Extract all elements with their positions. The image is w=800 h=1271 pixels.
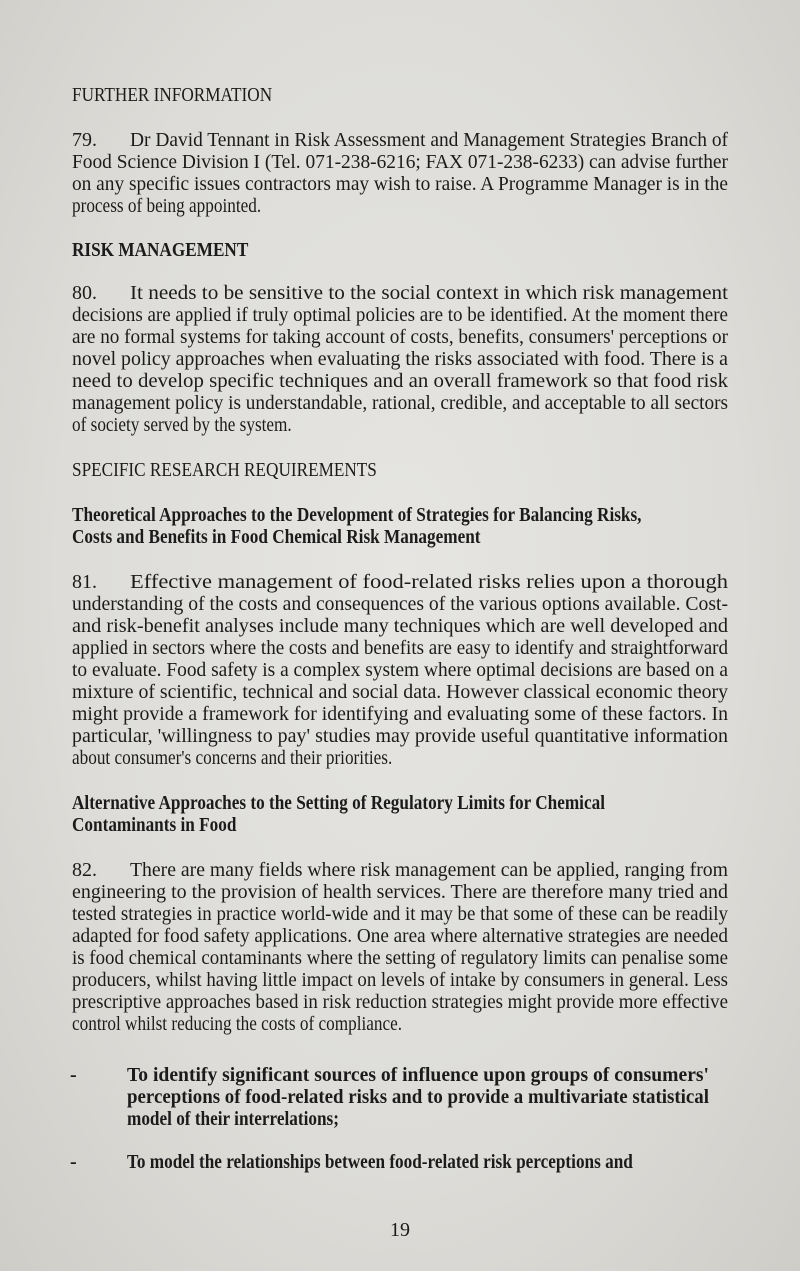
para-line: of society served by the system. [72,414,292,436]
para-line: about consumer's concerns and their priorities. [72,747,393,769]
para-line: are no formal systems for taking account of costs, benefits, consumers' perceptions or [72,326,728,348]
paragraph-number: 79. [72,129,97,151]
para-line: It needs to be sensitive to the social context in which risk management [130,282,728,304]
para-line: to evaluate. Food safety is a complex system where optimal decisions are based on a [72,659,728,681]
paragraph-number: 82. [72,859,97,881]
bullet-line: perceptions of food-related risks and to provide a multivariate statistical [127,1086,709,1108]
subheading-line: Theoretical Approaches to the Development of Strategies for Balancing Risks, [72,504,642,526]
para-line: need to develop specific techniques and an overall framework so that food risk [72,370,728,392]
para-line: is food chemical contaminants where the setting of regulatory limits can penalise some [72,947,728,969]
para-line: novel policy approaches when evaluating the risks associated with food. There is a [72,348,728,370]
para-line: management policy is understandable, rational, credible, and acceptable to all sectors [72,392,728,414]
bullet-line: To identify significant sources of influence upon groups of consumers' [127,1064,709,1086]
heading-line: RISK MANAGEMENT [72,239,249,261]
para-line: prescriptive approaches based in risk reduction strategies might provide more effective [72,991,728,1013]
para-line: process of being appointed. [72,195,262,217]
page-number: 19 [390,1219,410,1241]
subheading-line: Contaminants in Food [72,814,237,836]
para-line: applied in sectors where the costs and benefits are easy to identify and straightforward [72,637,728,659]
bullet-line: model of their interrelations; [127,1108,339,1130]
para-line: mixture of scientific, technical and social data. However classical economic theory [72,681,728,703]
para-line: engineering to the provision of health services. There are therefore many tried and [72,881,728,903]
paragraph-number: 80. [72,282,97,304]
para-line: Effective management of food-related risks relies upon a thorough [130,571,728,593]
para-line: control whilst reducing the costs of compliance. [72,1013,403,1035]
para-line: Dr David Tennant in Risk Assessment and Management Strategies Branch of [130,129,728,151]
para-line: producers, whilst having little impact on levels of intake by consumers in general. Less [72,969,728,991]
paragraph-number: 81. [72,571,97,593]
para-line: might provide a framework for identifying and evaluating some of these factors. In [72,703,728,725]
subheading-line: Alternative Approaches to the Setting of Regulatory Limits for Chemical [72,792,605,814]
para-line: There are many fields where risk management can be applied, ranging from [130,859,728,881]
para-line: particular, 'willingness to pay' studies may provide useful quantitative information [72,725,728,747]
para-line: adapted for food safety applications. One area where alternative strategies are needed [72,925,728,947]
para-line: Food Science Division I (Tel. 071-238-6216; FAX 071-238-6233) can advise further [72,151,728,173]
heading-line: FURTHER INFORMATION [72,84,273,106]
para-line: on any specific issues contractors may wish to raise. A Programme Manager is in the [72,173,728,195]
para-line: understanding of the costs and consequences of the various options available. Cost- [72,593,728,615]
bullet-line: To model the relationships between food-related risk perceptions and [127,1151,633,1173]
para-line: and risk-benefit analyses include many techniques which are well developed and [72,615,728,637]
para-line: decisions are applied if truly optimal policies are to be identified. At the moment there [72,304,728,326]
bullet-marker: - [70,1151,77,1173]
heading-line: SPECIFIC RESEARCH REQUIREMENTS [72,459,377,481]
subheading-line: Costs and Benefits in Food Chemical Risk Management [72,526,481,548]
bullet-marker: - [70,1064,77,1086]
para-line: tested strategies in practice world-wide and it may be that some of these can be readily [72,903,728,925]
